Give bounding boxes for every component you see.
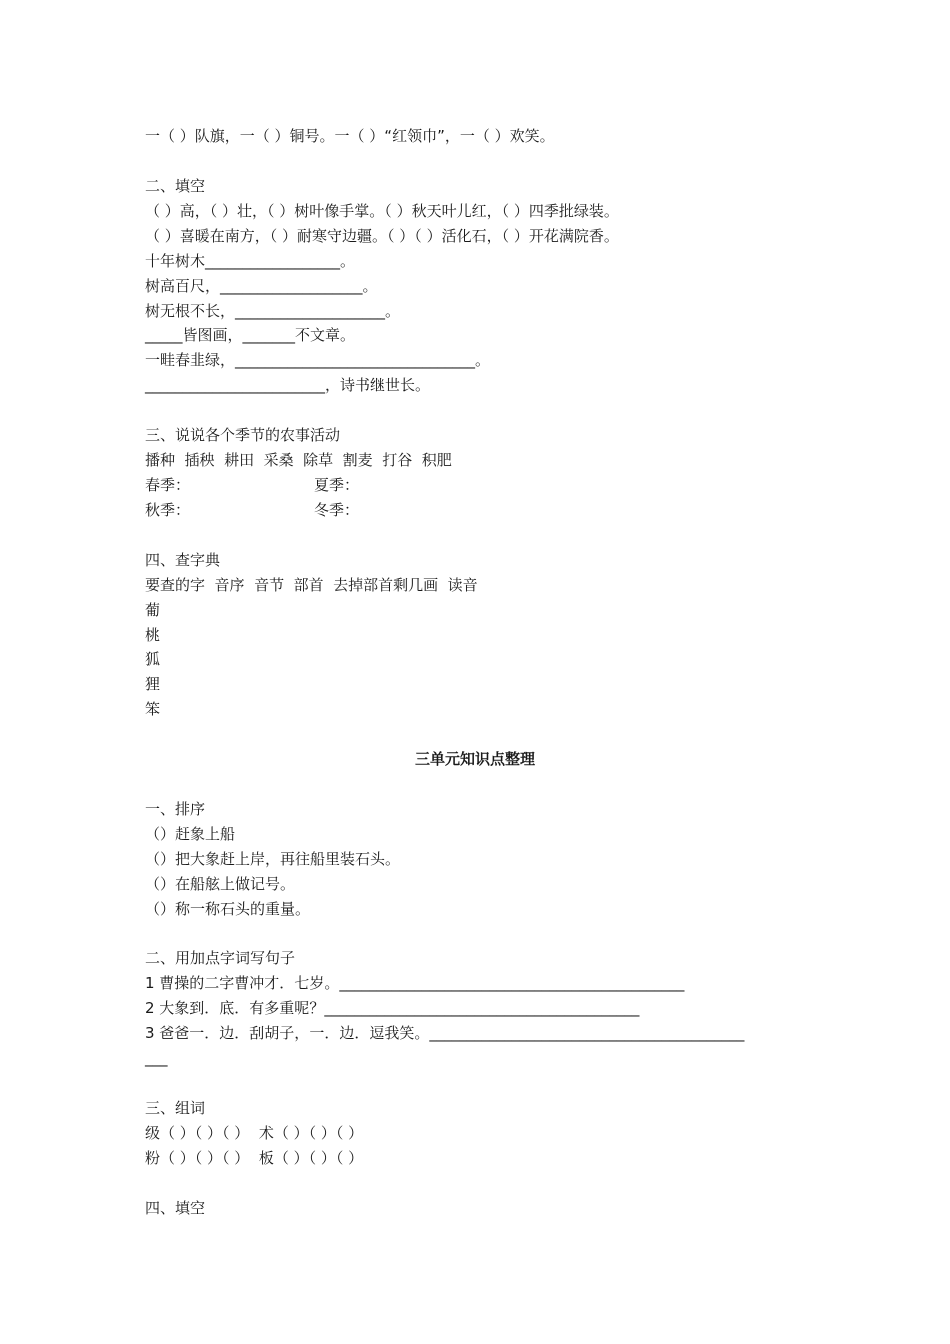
text-line: ___ [145, 1049, 168, 1067]
text-line: 1 曹操的二字曹冲才．七岁。______________________________________________ [145, 974, 685, 992]
text-line: 秋季： 冬季： [145, 501, 359, 519]
text-line: （）赶象上船 [145, 825, 236, 843]
text-line: （）把大象赶上岸，再往船里装石头。 [145, 850, 401, 868]
text-line: 一（ ）队旗，一（ ）铜号。一（ ）“红领巾”，一（ ）欢笑。 [145, 127, 555, 145]
section-title: 三单元知识点整理 [414, 750, 535, 768]
text-line: 二、填空 [145, 177, 206, 195]
text-line: 笨 [145, 700, 161, 718]
text-line: 四、填空 [145, 1199, 206, 1217]
text-line: 粉（ ）（ ）（ ） 板（ ）（ ）（ ） [145, 1149, 364, 1167]
text-line: 春季： 夏季： [145, 476, 359, 494]
text-line: 葡 [145, 601, 161, 619]
text-line: 一畦春韭绿，________________________________。 [145, 351, 491, 369]
text-line: _____皆图画，_______不文章。 [145, 326, 356, 344]
text-line: （ ）高，（ ）壮，（ ）树叶像手掌。（ ）秋天叶儿红，（ ）四季批绿装。 [145, 202, 619, 220]
text-line: （）在船舷上做记号。 [145, 875, 296, 893]
text-line: 树高百尺，___________________。 [145, 277, 378, 295]
text-line: 三、组词 [145, 1099, 206, 1117]
text-line: 二、用加点字词写句子 [145, 949, 296, 967]
text-line: 四、查字典 [145, 551, 221, 569]
text-line: 十年树木__________________。 [145, 252, 356, 270]
text-line: 狸 [145, 675, 161, 693]
text-line: 狐 [145, 650, 161, 668]
text-line: 级（ ）（ ）（ ） 术（ ）（ ）（ ） [145, 1124, 364, 1142]
text-line: （）称一称石头的重量。 [145, 900, 311, 918]
text-line: 3 爸爸一．边．刮胡子，一．边．逗我笑。__________________________________________ [145, 1024, 745, 1042]
text-line: 要查的字 音序 音节 部首 去掉部首剩几画 读音 [145, 576, 478, 594]
text-line: 树无根不长，____________________。 [145, 302, 401, 320]
text-line: 桃 [145, 626, 161, 644]
text-line: 播种 插秧 耕田 采桑 除草 割麦 打谷 积肥 [145, 451, 452, 469]
text-line: 三、说说各个季节的农事活动 [145, 426, 341, 444]
text-line: （ ）喜暖在南方，（ ）耐寒守边疆。（ ）（ ）活化石，（ ）开花满院香。 [145, 227, 619, 245]
text-line: 一、排序 [145, 800, 206, 818]
text-line: 2 大象到．底．有多重呢？__________________________________________ [145, 999, 640, 1017]
text-line: ________________________，诗书继世长。 [145, 376, 431, 394]
